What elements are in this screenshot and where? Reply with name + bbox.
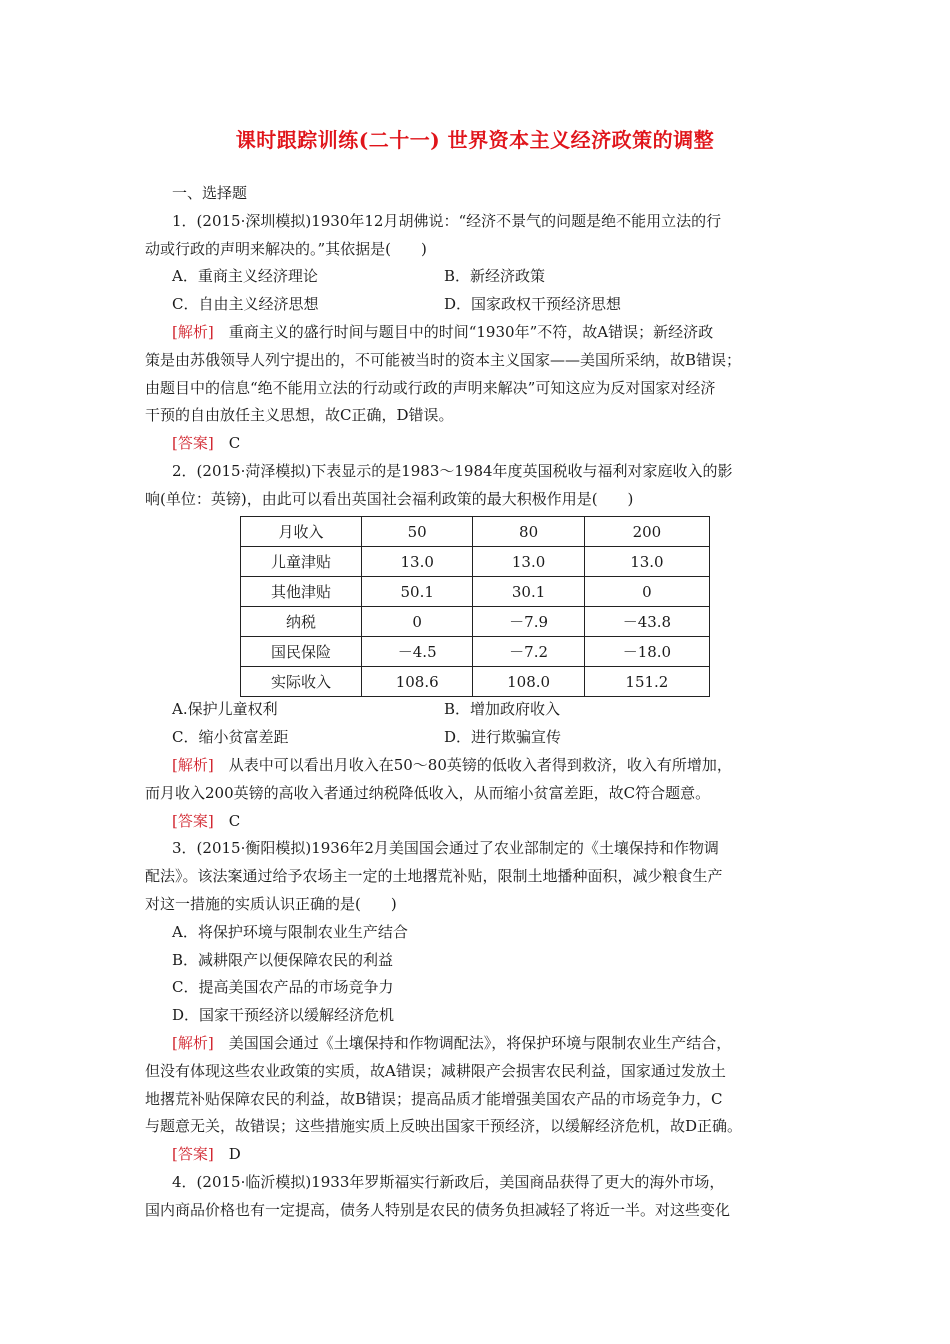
table-header-cell: 80 [473,517,584,547]
table-cell: －7.2 [473,637,584,667]
table-header-cell: 月收入 [241,517,362,547]
q4-stem-line-1: 4．(2015·临沂模拟)1933年罗斯福实行新政后，美国商品获得了更大的海外市场， [172,1173,725,1191]
table-cell: －18.0 [584,637,709,667]
table-cell: 13.0 [584,547,709,577]
q3-option-b: B．减耕限产以便保障农民的利益 [172,951,394,969]
q1-option-c: C．自由主义经济思想 [172,295,319,313]
q3-stem-line-3: 对这一措施的实质认识正确的是( ) [145,895,397,913]
analysis-tag: [解析] [172,323,214,341]
q1-stem-line-1: 1．(2015·深圳模拟)1930年12月胡佛说：“经济不景气的问题是绝不能用立法的行 [172,212,722,230]
q3-option-a: A．将保护环境与限制农业生产结合 [172,923,408,941]
q3-analysis-line-3: 地撂荒补贴保障农民的利益，故B错误；提高品质才能增强美国农产品的市场竞争力，C [145,1090,723,1108]
table-cell: 0 [362,607,473,637]
q1-analysis-line-4: 干预的自由放任主义思想，故C正确，D错误。 [145,406,454,424]
q1-analysis-line-3: 由题目中的信息“绝不能用立法的行动或行政的声明来解决”可知这应为反对国家对经济 [145,379,716,397]
q2-analysis-text: 从表中可以看出月收入在50～80英镑的低收入者得到救济，收入有所增加， [213,756,732,774]
q3-stem-line-1: 3．(2015·衡阳模拟)1936年2月美国国会通过了农业部制定的《土壤保持和作物调 [172,839,719,857]
table-row [241,547,710,577]
table-cell: 108.0 [473,667,584,697]
section-heading: 一、选择题 [172,184,248,202]
table-cell: 50.1 [362,577,473,607]
table-cell: 0 [584,577,709,607]
table-cell: 实际收入 [241,667,362,697]
table-cell: 151.2 [584,667,709,697]
q2-analysis-line-1 [172,755,732,775]
q2-option-c: C．缩小贫富差距 [172,728,289,746]
table-row [241,607,710,637]
table-cell: －43.8 [584,607,709,637]
answer-tag: [答案] [172,434,214,452]
table-cell: －7.9 [473,607,584,637]
table-header-cell: 200 [584,517,709,547]
table-cell: －4.5 [362,637,473,667]
q2-stem-line-1: 2．(2015·菏泽模拟)下表显示的是1983～1984年度英国税收与福利对家庭收入的影 [172,462,733,480]
answer-tag: [答案] [172,1145,214,1163]
q1-option-d: D．国家政权干预经济思想 [444,295,622,313]
analysis-tag: [解析] [172,756,214,774]
q3-option-d: D．国家干预经济以缓解经济危机 [172,1006,395,1024]
table-cell: 其他津贴 [241,577,362,607]
q1-analysis-line-2: 策是由苏俄领导人列宁提出的，不可能被当时的资本主义国家——美国所采纳，故B错误； [145,351,742,369]
table-cell: 108.6 [362,667,473,697]
table-cell: 国民保险 [241,637,362,667]
table-row [241,577,710,607]
q2-option-d: D．进行欺骗宣传 [444,728,562,746]
table-header-cell: 50 [362,517,473,547]
q1-stem-line-2: 动或行政的声明来解决的。”其依据是( ) [145,240,427,258]
answer-tag: [答案] [172,812,214,830]
table-cell: 13.0 [362,547,473,577]
q1-analysis-text: 重商主义的盛行时间与题目中的时间“1930年”不符，故A错误；新经济政 [213,323,714,341]
q1-answer-value: C [213,434,241,452]
table-row [241,667,710,697]
table-cell: 纳税 [241,607,362,637]
q3-answer [172,1144,241,1164]
q3-analysis-text: 美国国会通过《土壤保持和作物调配法》，将保护环境与限制农业生产结合， [213,1034,732,1052]
q4-stem-line-2: 国内商品价格也有一定提高，债务人特别是农民的债务负担减轻了将近一半。对这些变化 [145,1201,731,1219]
q3-analysis-line-4: 与题意无关，故错误；这些措施实质上反映出国家干预经济，以缓解经济危机，故D正确。 [145,1117,743,1135]
q3-option-c: C．提高美国农产品的市场竞争力 [172,978,394,996]
q1-option-b: B．新经济政策 [444,267,546,285]
page-title: 课时跟踪训练(二十一) 世界资本主义经济政策的调整 [235,128,715,152]
q2-stem-line-2: 响(单位：英镑)，由此可以看出英国社会福利政策的最大积极作用是( ) [145,490,634,508]
analysis-tag: [解析] [172,1034,214,1052]
table-cell: 儿童津贴 [241,547,362,577]
q3-analysis-line-1 [172,1033,731,1053]
q2-option-b: B．增加政府收入 [444,700,561,718]
q2-answer-value: C [213,812,241,830]
table-row [241,637,710,667]
q3-stem-line-2: 配法》。该法案通过给予农场主一定的土地撂荒补贴，限制土地播种面积，减少粮食生产 [145,867,723,885]
q3-analysis-line-2: 但没有体现这些农业政策的实质，故A错误；减耕限产会损害农民利益，国家通过发放土 [145,1062,726,1080]
q2-analysis-line-2: 而月收入200英镑的高收入者通过纳税降低收入，从而缩小贫富差距，故C符合题意。 [145,784,711,802]
table-header-row [241,517,710,547]
q1-answer [172,433,240,453]
q3-answer-value: D [213,1145,241,1163]
q2-option-a: A.保护儿童权利 [172,700,278,718]
income-table [240,516,710,697]
q2-answer [172,811,240,831]
q1-option-a: A．重商主义经济理论 [172,267,318,285]
q1-analysis-line-1 [172,322,713,342]
table-cell: 30.1 [473,577,584,607]
table-cell: 13.0 [473,547,584,577]
